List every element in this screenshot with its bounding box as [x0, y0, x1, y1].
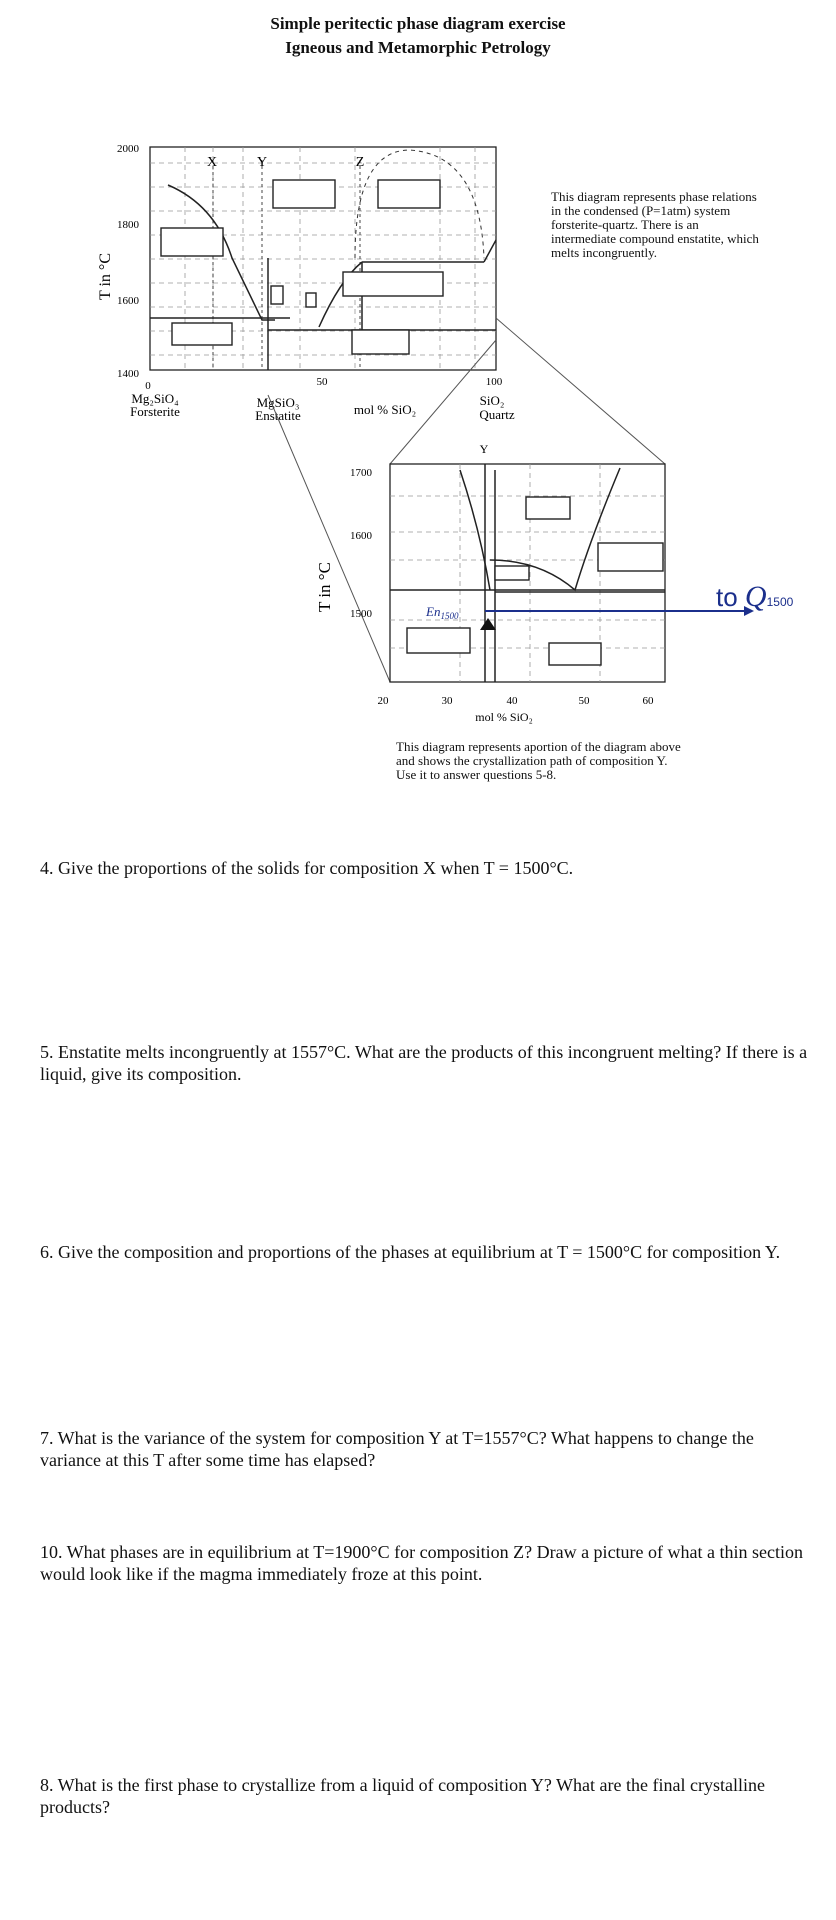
lower-diagram-description: This diagram represents aportion of the diagram above and shows the crystallization path of composition Y. Use it to answer questions 5-8.: [396, 739, 681, 782]
arrow-target-subscript: 1500: [766, 595, 794, 609]
forsterite-formula: Mg₂SiO₄: [131, 391, 179, 406]
question-4: 4. Give the proportions of the solids for composition X when T = 1500°C.: [40, 858, 574, 878]
lower-xtick-30: 30: [441, 695, 453, 707]
enstatite-point-label: [425, 604, 459, 621]
lower-xtick-60: 60: [642, 695, 654, 707]
forsterite-name: Forsterite: [130, 404, 180, 419]
lower-y-axis-label: T in °C: [315, 562, 334, 612]
upper-y-axis-label: T in °C: [97, 253, 114, 300]
phase-diagrams: [0, 0, 836, 860]
lower-xtick-50: 50: [578, 695, 590, 707]
marker-x: X: [206, 155, 218, 170]
upper-ytick-1600: 1600: [117, 295, 139, 307]
quartz-name: Quartz: [479, 407, 515, 422]
arrow-target-label: [716, 580, 793, 614]
arrow-target-q: Q: [744, 580, 767, 613]
question-6: 6. Give the composition and proportions of the phases at equilibrium at T = 1500°C for composition Y.: [40, 1242, 781, 1262]
lower-xtick-20: 20: [377, 695, 389, 707]
enstatite-point-symbol: En: [426, 604, 441, 619]
lower-marker-y: Y: [479, 442, 489, 456]
lower-ytick-1600: 1600: [350, 530, 372, 542]
lower-x-axis-label: mol % SiO₂: [475, 710, 533, 724]
course-title: Igneous and Metamorphic Petrology: [285, 38, 551, 57]
enstatite-formula: MgSiO₃: [256, 395, 300, 410]
question-5: 5. Enstatite melts incongruently at 1557°C. What are the products of this incongruent melting? If there is a liquid, give its composition.: [40, 1042, 808, 1084]
exercise-title: Simple peritectic phase diagram exercise: [270, 14, 566, 33]
lower-answer-boxes: [407, 497, 663, 665]
upper-ytick-2000: 2000: [117, 143, 139, 155]
upper-phase-diagram: [97, 143, 515, 423]
lower-phase-diagram: [315, 442, 754, 724]
upper-x-axis-label: mol % SiO₂: [353, 402, 417, 417]
arrow-to-text: to: [716, 582, 738, 612]
upper-ytick-1400: 1400: [117, 368, 139, 380]
upper-xtick-0: 0: [145, 380, 151, 392]
answer-boxes: [161, 180, 443, 354]
upper-xtick-100: 100: [485, 376, 503, 388]
marker-z: Z: [355, 155, 365, 170]
upper-xtick-50: 50: [316, 376, 328, 388]
question-10: 10. What phases are in equilibrium at T=1900°C for composition Z? Draw a picture of what a thin section would look like if the magma immediately froze at this point.: [40, 1542, 803, 1584]
question-7: 7. What is the variance of the system for composition Y at T=1557°C? What happens to change the variance at this T after some time has elapsed?: [40, 1428, 754, 1470]
upper-diagram-description: This diagram represents phase relations in the condensed (P=1atm) system forsterite-quartz. There is an intermediate compound enstatite, which melts incongruently.: [551, 189, 759, 260]
lower-ytick-1700: 1700: [350, 467, 372, 479]
question-8: 8. What is the first phase to crystallize from a liquid of composition Y? What are the final crystalline products?: [40, 1775, 765, 1817]
enstatite-name: Enstatite: [255, 408, 301, 423]
lower-ytick-1500: 1500: [350, 608, 372, 620]
upper-ytick-1800: 1800: [117, 219, 139, 231]
marker-y: Y: [256, 155, 268, 170]
quartz-formula: SiO₂: [479, 393, 505, 408]
enstatite-point-subscript: 1500: [440, 611, 459, 621]
lower-xtick-40: 40: [506, 695, 518, 707]
